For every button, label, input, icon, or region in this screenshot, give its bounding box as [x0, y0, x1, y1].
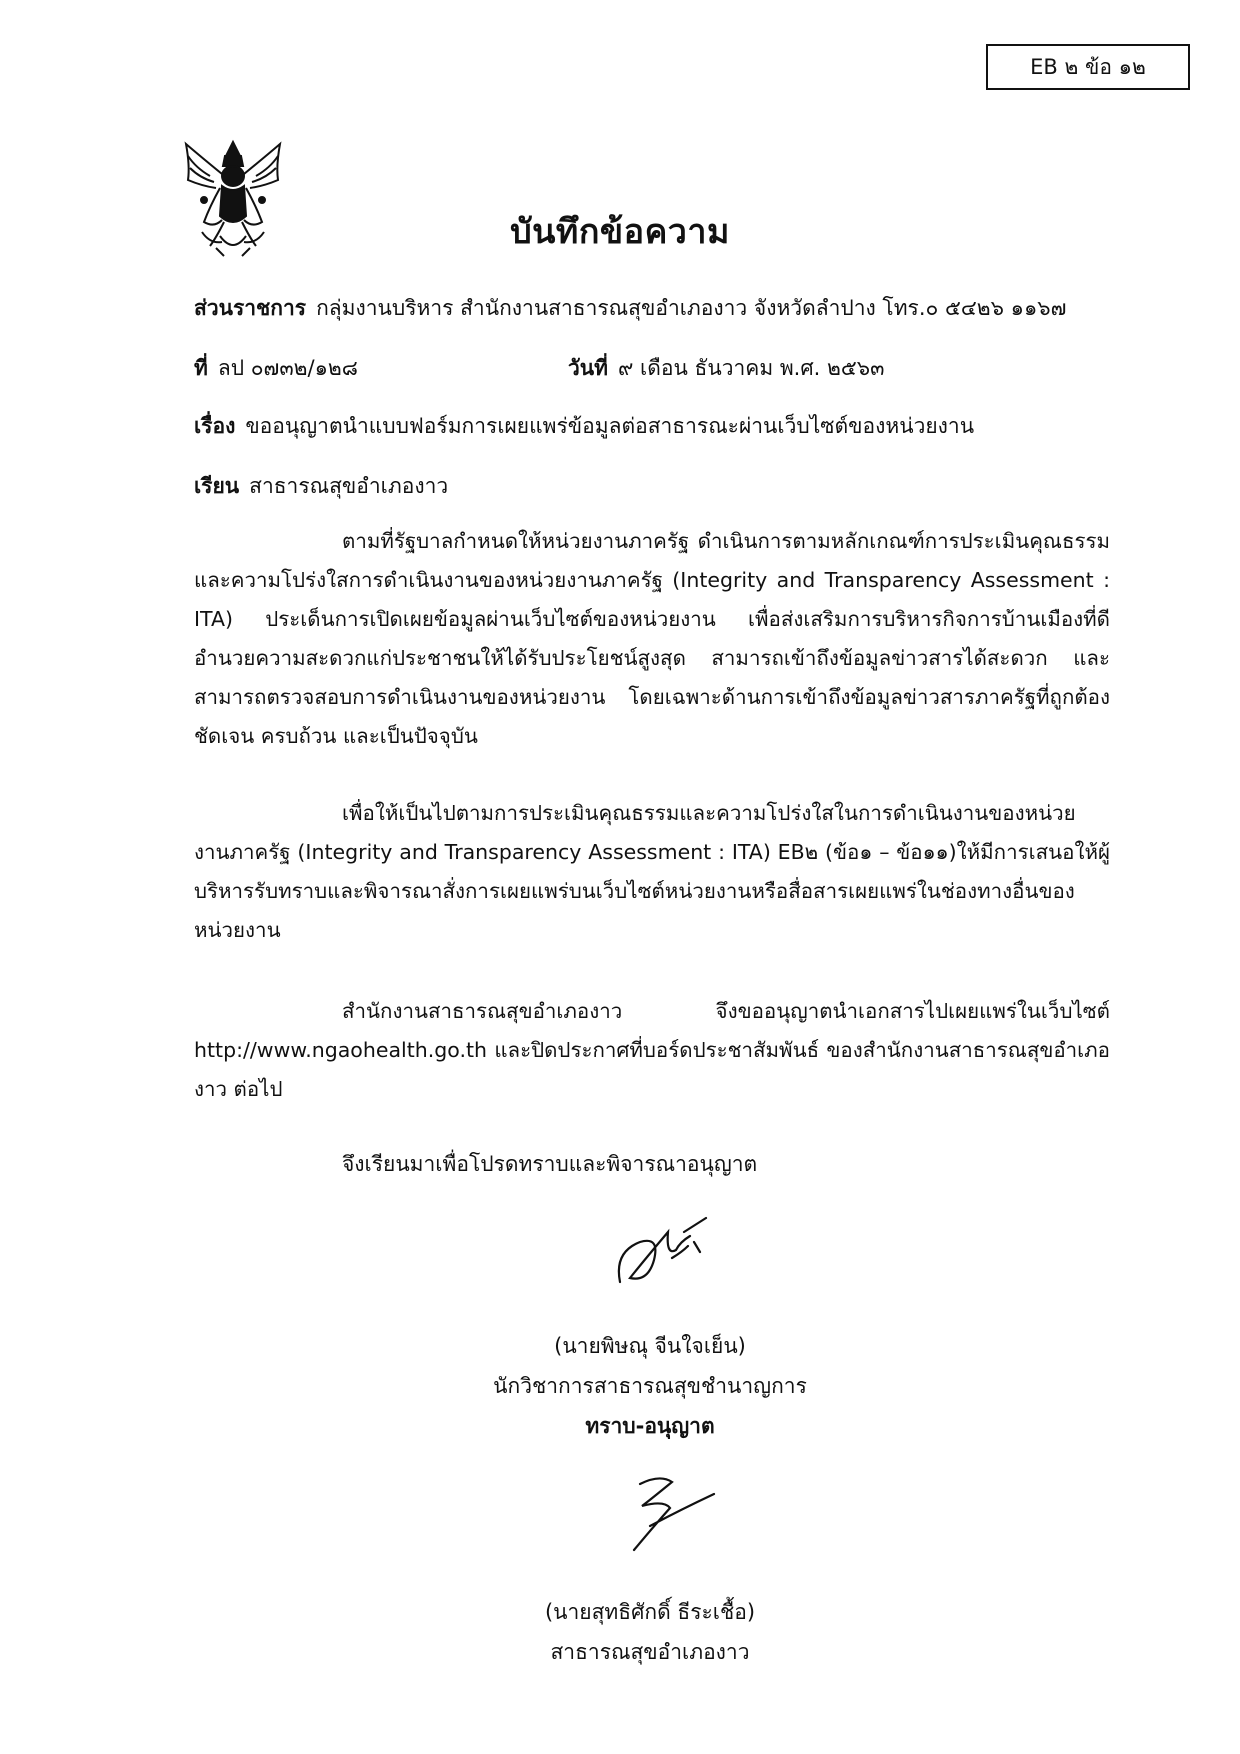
recipient-line [194, 470, 448, 503]
document-code-box [986, 44, 1190, 90]
agency-value: กลุ่มงานบริหาร สำนักงานสาธารณสุขอำเภองาว จังหวัดลำปาง โทร.๐ ๕๔๒๖ ๑๑๖๗ [316, 296, 1067, 320]
subject-label: เรื่อง [194, 414, 236, 438]
date-line [568, 352, 884, 385]
document-code: EB ๒ ข้อ ๑๒ [1030, 54, 1146, 79]
signer-2-name: (นายสุทธิศักดิ์ ธีระเชื้อ) [544, 1600, 756, 1624]
signer-1-name: (นายพิษณุ จีนใจเย็น) [554, 1334, 746, 1358]
signer-1-position: นักวิชาการสาธารณสุขชำนาญการ [493, 1374, 807, 1398]
recipient-label: เรียน [194, 474, 240, 498]
body-paragraph-1: ตามที่รัฐบาลกำหนดให้หน่วยงานภาครัฐ ดำเนินการตามหลักเกณฑ์การประเมินคุณธรรมและความโปร่งใสการดำเนินงานของหน่วยงานภาครัฐ (Integrity and Transparency Assessment : ITA) ประเด็นการเปิดเผยข้อมูลผ่านเว็บไซต์ของหน่วยงาน เพื่อส่งเสริมการบริหารกิจการบ้านเมืองที่ดี อำนวยความสะดวกแก่ประชาชนให้ได้รับประโยชน์สูงสุด สามารถเข้าถึงข้อมูลข่าวสารได้สะดวก และสามารถตรวจสอบการดำเนินงานของหน่วยงาน โดยเฉพาะด้านการเข้าถึงข้อมูลข่าวสารภาครัฐที่ถูกต้อง ชัดเจน ครบถ้วน และเป็นปัจจุบัน [194, 529, 1110, 748]
body-paragraph-3: สำนักงานสาธารณสุขอำเภองาว จึงขออนุญาตนำเอกสารไปเผยแพร่ในเว็บไซต์ http://www.ngaohealth.go.th และปิดประกาศที่บอร์ดประชาสัมพันธ์ ของสำนักงานสาธารณสุขอำเภองาว ต่อไป [194, 999, 1110, 1101]
memo-title: บันทึกข้อความ [510, 212, 730, 252]
recipient-value: สาธารณสุขอำเภองาว [249, 474, 449, 498]
reference-value: ลป ๐๗๓๒/๑๒๘ [217, 356, 358, 380]
subject-line [194, 410, 974, 443]
signature-1-image [610, 1212, 720, 1292]
date-value: ๙ เดือน ธันวาคม พ.ศ. ๒๕๖๓ [618, 356, 885, 380]
closing-line: จึงเรียนมาเพื่อโปรดทราบและพิจารณาอนุญาต [342, 1152, 758, 1176]
agency-label: ส่วนราชการ [194, 296, 307, 320]
body-paragraph-2: เพื่อให้เป็นไปตามการประเมินคุณธรรมและความโปร่งใสในการดำเนินงานของหน่วยงานภาครัฐ (Integrity and Transparency Assessment : ITA) EB๒ (ข้อ๑ – ข้อ๑๑)ให้มีการเสนอให้ผู้บริหารรับทราบและพิจารณาสั่งการเผยแพร่บนเว็บไซต์หน่วยงานหรือสื่อสารเผยแพร่ในช่องทางอื่นของหน่วยงาน [194, 801, 1110, 942]
reference-line [194, 352, 358, 385]
approval-text: ทราบ-อนุญาต [585, 1414, 715, 1438]
signature-2-image [620, 1470, 720, 1560]
date-label: วันที่ [568, 356, 608, 380]
subject-value: ขออนุญาตนำแบบฟอร์มการเผยแพร่ข้อมูลต่อสาธารณะผ่านเว็บไซต์ของหน่วยงาน [245, 414, 975, 438]
reference-label: ที่ [194, 356, 208, 380]
signer-2-position: สาธารณสุขอำเภองาว [550, 1640, 750, 1664]
agency-line [194, 292, 1066, 325]
